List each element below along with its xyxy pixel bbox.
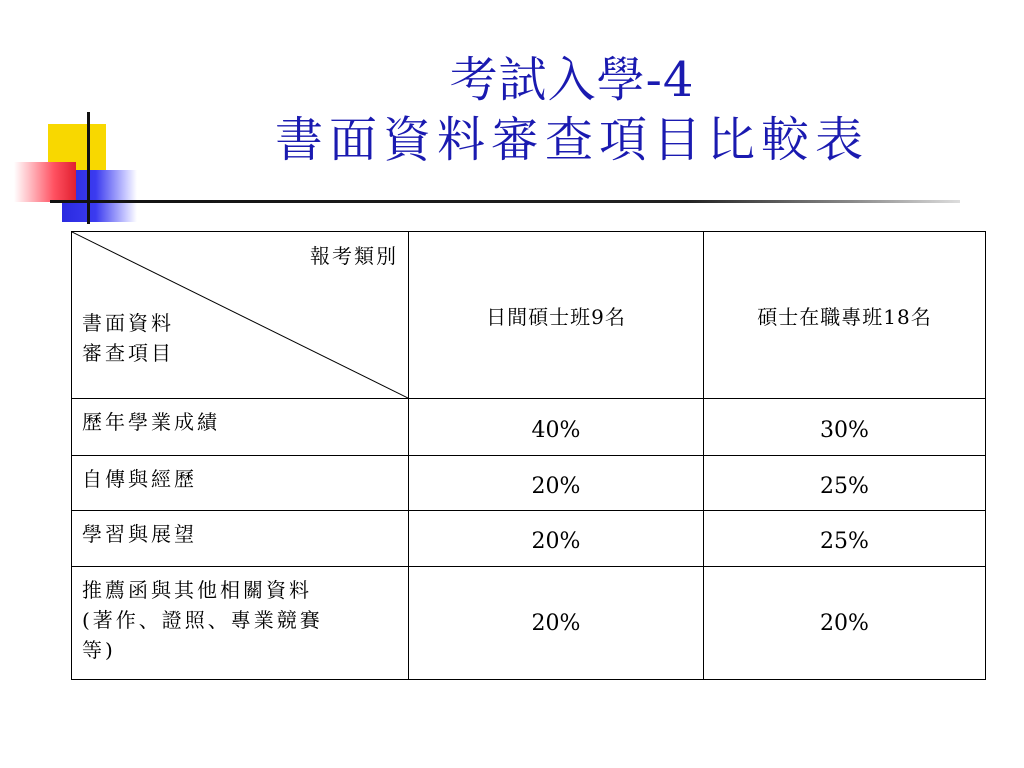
row-label — [72, 567, 409, 680]
table-header-row — [72, 232, 986, 399]
column-header-daytime-master: 日間碩士班9名 — [409, 232, 704, 399]
corner-label-items — [82, 308, 174, 368]
corner-label-items-line2: 審查項目 — [82, 341, 174, 365]
row-value-inservice: 20% — [704, 567, 986, 680]
row-value-daytime: 20% — [409, 567, 704, 680]
slide-title — [120, 50, 1024, 170]
corner-label-category: 報考類別 — [310, 244, 398, 268]
table-row — [72, 456, 986, 511]
row-value-inservice: 30% — [704, 399, 986, 456]
row-label — [72, 511, 409, 567]
table-corner-cell — [72, 232, 409, 399]
row-label-line: 等) — [82, 638, 116, 662]
slide-title-line1: 考試入學-4 — [449, 52, 695, 108]
decoration-vertical-line — [87, 112, 90, 224]
row-value-daytime: 20% — [409, 511, 704, 567]
title-underline — [50, 200, 960, 203]
row-label — [72, 399, 409, 456]
row-label-line: 歷年學業成績 — [82, 410, 220, 434]
row-label-line: (著作、證照、專業競賽 — [82, 608, 323, 632]
row-value-daytime: 20% — [409, 456, 704, 511]
row-label-line: 推薦函與其他相關資料 — [82, 578, 312, 602]
row-label-line: 自傳與經歷 — [82, 467, 197, 491]
row-value-inservice: 25% — [704, 511, 986, 567]
column-header-inservice-master: 碩士在職專班18名 — [704, 232, 986, 399]
table-row — [72, 567, 986, 680]
row-label-line: 學習與展望 — [82, 522, 197, 546]
row-label — [72, 456, 409, 511]
table-row — [72, 511, 986, 567]
comparison-table — [71, 231, 986, 680]
corner-label-items-line1: 書面資料 — [82, 311, 174, 335]
table-row — [72, 399, 986, 456]
slide-title-line2: 書面資料審查項目比較表 — [274, 112, 869, 168]
decoration-red-bar — [14, 162, 76, 202]
row-value-daytime: 40% — [409, 399, 704, 456]
row-value-inservice: 25% — [704, 456, 986, 511]
